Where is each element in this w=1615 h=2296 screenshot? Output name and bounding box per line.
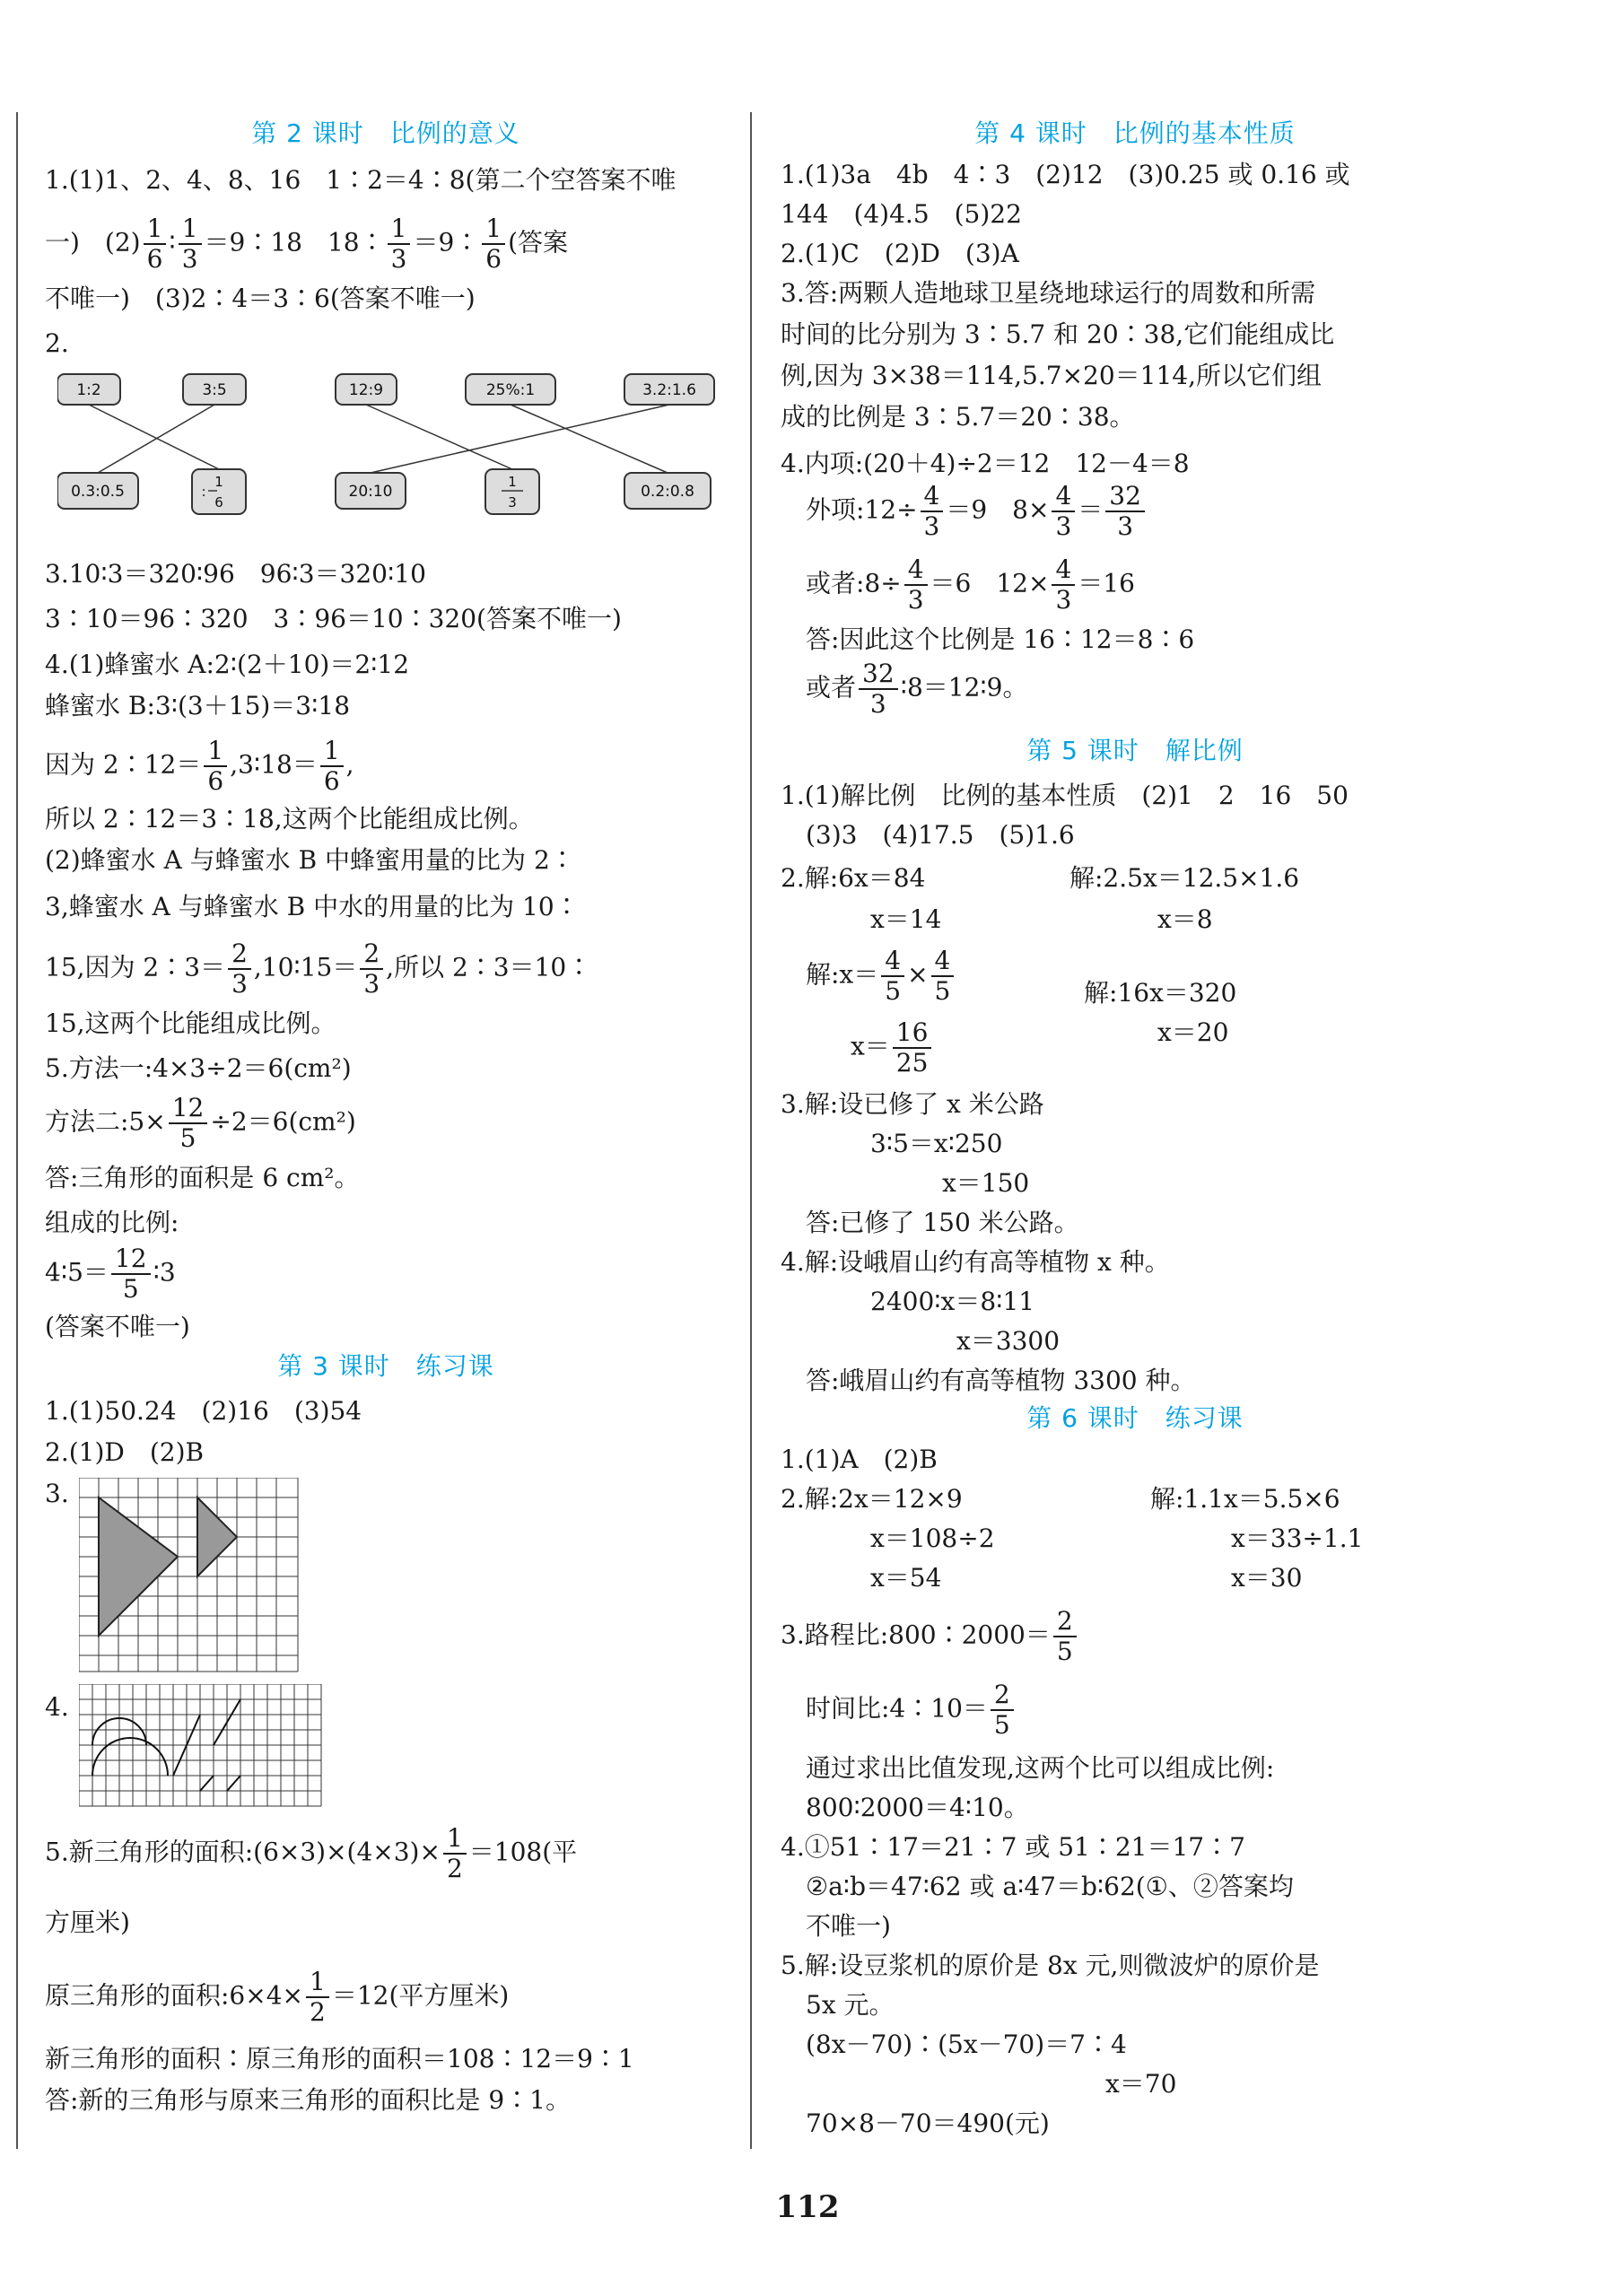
answer-line: 蜂蜜水 B:3∶(3＋15)＝3∶18: [45, 691, 351, 720]
section-title-lesson-3: 第 3 课时 练习课: [277, 1351, 494, 1381]
section-title-lesson-2: 第 2 课时 比例的意义: [251, 118, 520, 148]
answer-line: 3∶5＝x∶250: [870, 1129, 1003, 1158]
answer-line: 通过求出比值发现,这两个比可以组成比例:: [806, 1753, 1275, 1783]
match-bottom-4-den: 3: [508, 494, 517, 511]
section-title-lesson-4: 第 4 课时 比例的基本性质: [974, 118, 1296, 148]
section-title-lesson-5: 第 5 课时 解比例: [1026, 736, 1244, 765]
answer-line: 5x 元。: [806, 1990, 895, 2020]
answer-line: 3,蜂蜜水 A 与蜂蜜水 B 中水的用量的比为 10∶: [45, 892, 580, 921]
answer-line: 4.①51∶17＝21∶7 或 51∶21＝17∶7: [781, 1832, 1245, 1862]
answer-line: 2.(1)C (2)D (3)A: [781, 239, 1019, 268]
answer-line: 答:因此这个比例是 16∶12＝8∶6: [806, 624, 1195, 654]
answer-line: 3.10∶3＝320∶96 96∶3＝320∶10: [45, 559, 426, 589]
answer-line: x＝150: [942, 1168, 1030, 1198]
answer-line: 3.: [45, 1479, 69, 1508]
answer-line: x＝70: [1105, 2069, 1177, 2099]
right-column: [781, 112, 1489, 2176]
answer-line: 方厘米): [45, 1908, 130, 1937]
answer-line: 4.解:设峨眉山约有高等植物 x 种。: [781, 1247, 1170, 1277]
match-bottom-1: 0.3:0.5: [71, 483, 125, 501]
answer-line: 3.路程比:800∶2000＝ $\frac{2}{5}$: [781, 1607, 1079, 1666]
answer-line: x＝8: [1157, 904, 1213, 934]
left-column: [45, 112, 727, 2176]
answer-line: 时间的比分别为 3∶5.7 和 20∶38,它们能组成比: [781, 319, 1335, 349]
answer-line: 4∶5＝ $\frac{12}{5}$ ∶3: [45, 1244, 176, 1304]
match-bottom-5: 0.2:0.8: [641, 483, 694, 501]
answer-line: 5.方法一:4×3÷2＝6(cm²): [45, 1053, 352, 1083]
match-top-5: 3.2:1.6: [642, 381, 696, 399]
answer-line: (答案不唯一): [45, 1312, 190, 1341]
answer-line: 70×8－70＝490(元): [806, 2108, 1050, 2138]
match-top-4: 25%:1: [485, 381, 536, 399]
ratio-matching-diagram: [57, 372, 721, 516]
match-top-2: 3:5: [202, 381, 227, 399]
answer-line: x＝3300: [956, 1326, 1061, 1356]
answer-line: 解:1.1x＝5.5×6: [1150, 1484, 1340, 1514]
answer-line: 1.(1)A (2)B: [781, 1445, 938, 1474]
grid-figure-rotation: [79, 1478, 303, 1673]
answer-line: 2.(1)D (2)B: [45, 1437, 205, 1467]
answer-line: 时间比:4∶10＝ $\frac{2}{5}$: [806, 1681, 1017, 1740]
answer-line: 4.(1)蜂蜜水 A:2∶(2＋10)＝2∶12: [45, 650, 410, 679]
answer-line: 15,这两个比能组成比例。: [45, 1008, 336, 1038]
answer-line: 答:新的三角形与原来三角形的面积比是 9∶1。: [45, 2085, 571, 2115]
match-bottom-2-den: 6: [214, 494, 223, 511]
answer-line: 外项:12÷ $\frac{4}{3}$ ＝9 8× $\frac{4}{3}$ ＝ $\frac{32}{3}$: [781, 482, 1148, 541]
answer-line: 4.: [45, 1692, 69, 1722]
answer-line: 解:16x＝320: [1084, 978, 1237, 1008]
answer-line: 3∶10＝96∶320 3∶96＝10∶320(答案不唯一): [45, 604, 622, 633]
answer-line: 1.(1)3a 4b 4∶3 (2)12 (3)0.25 或 0.16 或: [781, 160, 1350, 189]
answer-line: 一) (2) $\frac{1}{6}$ ∶ $\frac{1}{3}$ ＝9∶18 18∶ $\frac{1}{3}$ ＝9∶ $\frac{1}{6}$ (答案: [45, 214, 569, 274]
match-bottom-2-num: 1: [214, 474, 223, 490]
match-top-3: 12:9: [348, 381, 384, 399]
answer-line: 1.(1)50.24 (2)16 (3)54: [45, 1396, 362, 1426]
answer-line: x＝20: [1157, 1017, 1229, 1047]
answer-line: x＝108÷2: [870, 1523, 995, 1553]
answer-line: 或者 $\frac{32}{3}$ ∶8＝12∶9。: [806, 659, 1028, 719]
match-bottom-4-num: 1: [508, 474, 517, 490]
answer-line: 成的比例是 3∶5.7＝20∶38。: [781, 402, 1135, 432]
answer-line: x＝33÷1.1: [1231, 1523, 1364, 1553]
left-margin-rule: [16, 112, 18, 2149]
answer-line: 或者:8÷ $\frac{4}{3}$ ＝6 12× $\frac{4}{3}$ ＝16: [806, 554, 1135, 615]
answer-line: (3)3 (4)17.5 (5)1.6: [806, 820, 1075, 850]
answer-line: 2.解:6x＝84: [781, 863, 926, 893]
answer-line: 2400∶x＝8∶11: [870, 1287, 1035, 1316]
answer-line: 解:2.5x＝12.5×1.6: [1069, 863, 1300, 893]
answer-line: x＝30: [1231, 1563, 1303, 1593]
answer-line: 不唯一) (3)2∶4＝3∶6(答案不唯一): [45, 284, 476, 313]
answer-line: 答:已修了 150 米公路。: [806, 1208, 1079, 1237]
answer-line: 1.(1)解比例 比例的基本性质 (2)1 2 16 50: [781, 781, 1349, 810]
answer-line: 4.内项:(20＋4)÷2＝12 12－4＝8: [781, 449, 1190, 478]
match-bottom-3: 20:10: [348, 483, 393, 501]
answer-line: x＝ $\frac{16}{25}$: [851, 1018, 934, 1078]
answer-line: ②a∶b＝47∶62 或 a∶47＝b∶62(①、②答案均: [806, 1872, 1294, 1901]
answer-line: (2)蜂蜜水 A 与蜂蜜水 B 中蜂蜜用量的比为 2∶: [45, 845, 575, 875]
answer-line: 例,因为 3×38＝114,5.7×20＝114,所以它们组: [781, 361, 1323, 390]
answer-line: 5.新三角形的面积:(6×3)×(4×3)× $\frac{1}{2}$ ＝108(平: [45, 1823, 578, 1883]
answer-line: 解:x＝ $\frac{4}{5}$ × $\frac{4}{5}$: [806, 947, 956, 1006]
answer-line: 2.: [45, 328, 69, 358]
answer-line: x＝14: [870, 904, 942, 934]
answer-line: 方法二:5× $\frac{12}{5}$ ÷2＝6(cm²): [45, 1093, 356, 1153]
answer-line: 原三角形的面积:6×4× $\frac{1}{2}$ ＝12(平方厘米): [45, 1967, 510, 2027]
answer-line: 新三角形的面积∶原三角形的面积＝108∶12＝9∶1: [45, 2044, 634, 2073]
answer-line: 所以 2∶12＝3∶18,这两个比能组成比例。: [45, 804, 534, 834]
answer-line: 15,因为 2∶3＝ $\frac{2}{3}$ ,10∶15＝ $\frac{2}{3}$ ,所以 2∶3＝10∶: [45, 938, 592, 999]
answer-line: 3.答:两颗人造地球卫星绕地球运行的周数和所需: [781, 278, 1316, 308]
answer-line: 144 (4)4.5 (5)22: [781, 199, 1022, 229]
answer-line: 因为 2∶12＝ $\frac{1}{6}$ ,3∶18＝ $\frac{1}{6}$ ,: [45, 736, 354, 796]
answer-line: 2.解:2x＝12×9: [781, 1484, 963, 1514]
answer-line: 3.解:设已修了 x 米公路: [781, 1089, 1044, 1119]
answer-line: 1.(1)1、2、4、8、16 1∶2＝4∶8(第二个空答案不唯: [45, 165, 677, 195]
match-bottom-2-colon: :: [201, 484, 206, 500]
grid-figure-shapes: [79, 1684, 323, 1808]
answer-line: 组成的比例:: [45, 1208, 179, 1237]
answer-line: x＝54: [870, 1563, 942, 1593]
answer-line: 答:峨眉山约有高等植物 3300 种。: [806, 1366, 1196, 1395]
center-divider: [750, 112, 752, 2149]
answer-line: 5.解:设豆浆机的原价是 8x 元,则微波炉的原价是: [781, 1951, 1320, 1980]
answer-line: 800∶2000＝4∶10。: [806, 1793, 1029, 1822]
section-title-lesson-6: 第 6 课时 练习课: [1026, 1403, 1244, 1433]
match-top-1: 1:2: [76, 381, 101, 399]
answer-line: 不唯一): [806, 1911, 891, 1941]
page-number: 112: [775, 2189, 840, 2225]
answer-line: (8x－70)∶(5x－70)＝7∶4: [806, 2030, 1127, 2059]
answer-line: 答:三角形的面积是 6 cm²。: [45, 1163, 360, 1192]
